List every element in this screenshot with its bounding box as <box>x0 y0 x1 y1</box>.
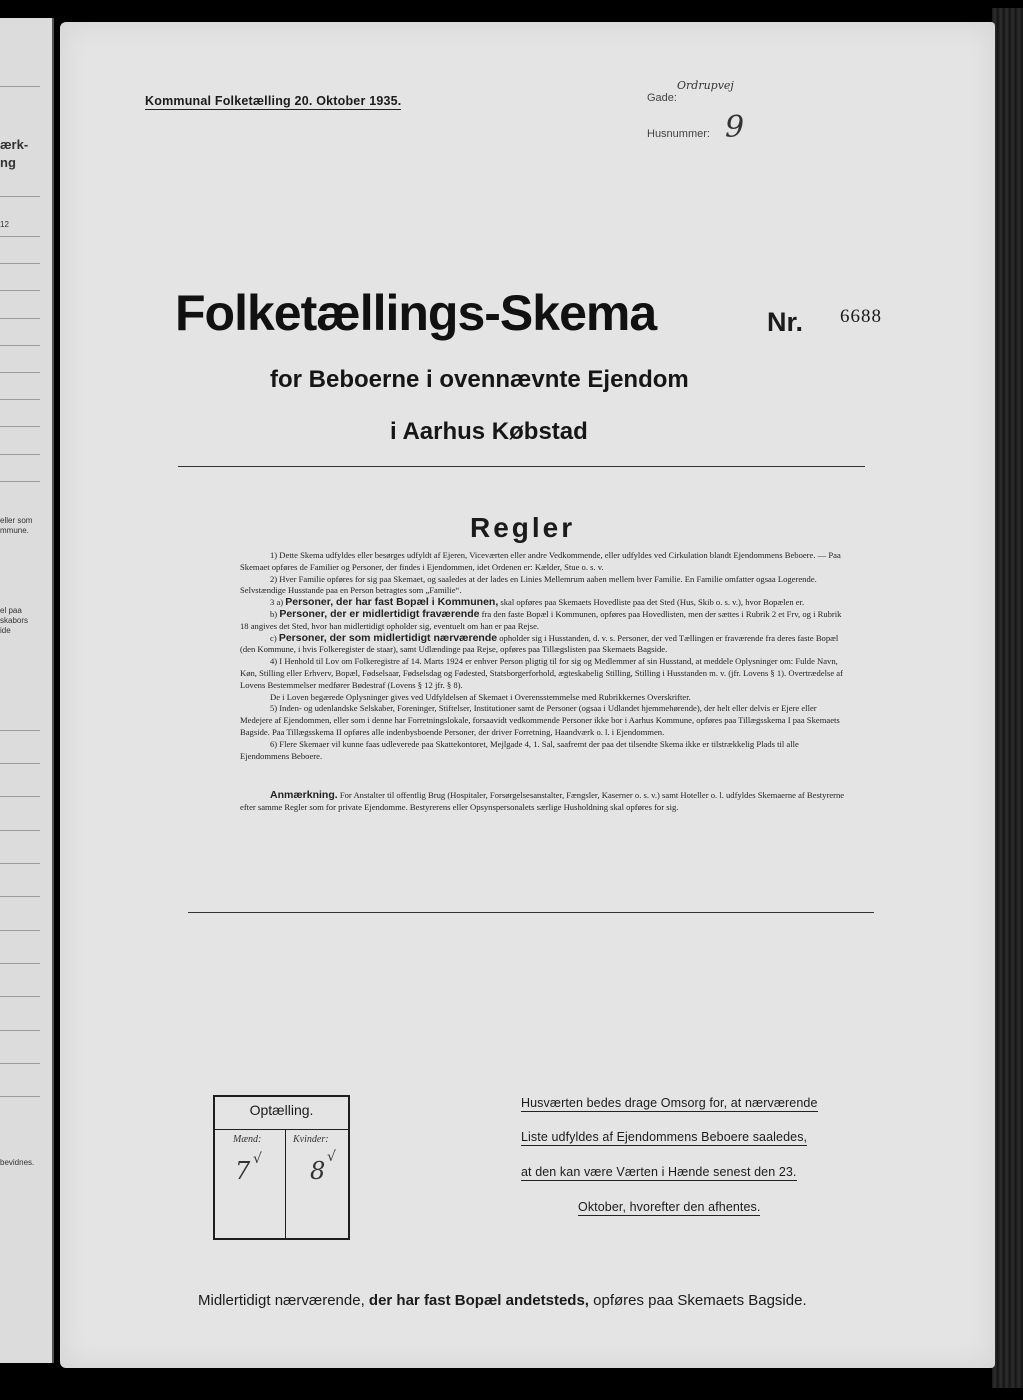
divider <box>188 912 874 913</box>
rules-body <box>240 550 846 814</box>
form-number: 6688 <box>840 306 882 327</box>
census-form-page <box>60 22 995 1368</box>
margin-fragment: ide <box>0 626 11 635</box>
rules-heading: Regler <box>470 512 576 543</box>
women-label: Kvinder: <box>293 1134 329 1145</box>
margin-fragment: ærk- <box>0 137 29 152</box>
divider <box>178 466 865 467</box>
form-title: Folketællings-Skema <box>175 285 657 341</box>
house-number-label: Husnummer: <box>647 128 710 140</box>
adjacent-page-strip <box>0 18 54 1363</box>
women-count: 8 <box>310 1157 326 1185</box>
rule-1: 1) Dette Skema udfyldes eller besørges udfyldt af Ejeren, Viceværten eller andre Vedkommende, eller udfyldes ved Cirkulation blandt Ejendommens Beboere. — Paa Skemaet opføres de Familier og Personer, der findes i Ejendommen, idet Ordenen er: Kælder, Stue o. s. v. <box>240 550 841 572</box>
rule-5: 5) Inden- og udenlandske Selskaber, Foreninger, Stiftelser, Institutioner samt de Personer (ogsaa i Udlandet hjemmehørende), der helt eller delvis er Ejere eller Medejere af Ejendommen, eller som i denne har Forretningslokale, forsaavidt vedkommende Personer ikke bor i Aarhus Kommune, opføres paa Tillægsskema I paa Skemaets Bagside. Paa Tillægsskema II opføres alle indenbysboende Personer, der driver Forretning, Haandværk o. l. i Ejendommen. <box>240 703 840 737</box>
notice-line: Oktober, hvorefter den afhentes. <box>578 1200 761 1214</box>
footer-instruction: Midlertidigt nærværende, der har fast Bopæl andetsteds, opføres paa Skemaets Bagside. <box>198 1292 807 1309</box>
census-header: Kommunal Folketælling 20. Oktober 1935. <box>145 94 402 108</box>
margin-fragment: el paa <box>0 606 22 615</box>
book-spine <box>992 8 1023 1388</box>
check-mark-icon: √ <box>253 1151 262 1167</box>
street-value: Ordrupvej <box>677 79 734 92</box>
margin-fragment: eller som <box>0 516 33 525</box>
check-mark-icon: √ <box>327 1149 336 1165</box>
subtitle-city: i Aarhus Købstad <box>390 418 588 445</box>
notice-line: at den kan være Værten i Hænde senest den 23. <box>521 1165 797 1179</box>
rule-3b: b) Personer, der er midlertidigt fraværende fra den faste Bopæl i Kommunen, opføres paa Hovedlisten, men der sættes i Rubrik 2 et Frv, og i Rubrik 18 angives det Sted, hvor han midlertidigt opholder sig, eventuelt om han er paa Rejse. <box>240 607 842 631</box>
rule-4b: De i Loven begærede Oplysninger gives ved Udfyldelsen af Skemaet i Overensstemmelse med Rubrikkernes Overskrifter. <box>270 691 691 702</box>
rule-4: 4) I Henhold til Lov om Folkeregistre af 14. Marts 1924 er enhver Person pligtig til for sig og Medlemmer af sin Husstand, at meddele Oplysninger om: Fulde Navn, Køn, Stilling eller Erhverv, Bopæl, Fødselsaar, Fødselsdag og Fødested, Statsborgerforhold, ægteskabelig Stilling, Stilling i Husstanden m. v. (jfr. Lovens § 1). Overtrædelse af Lovens Bestemmelser medfører Bødestraf (Lovens § 12 jfr. § 8). <box>240 656 843 690</box>
margin-fragment: mmune. <box>0 526 29 535</box>
rule-6: 6) Flere Skemaer vil kunne faas udleverede paa Skattekontoret, Mejlgade 4, 1. Sal, saafremt der paa det tilsendte Skema ikke er tilstrækkelig Plads til alle Ejendommens Beboere. <box>240 738 799 761</box>
margin-fragment: skabors <box>0 616 29 625</box>
count-box-title: Optælling. <box>249 1102 314 1118</box>
street-label: Gade: <box>647 92 677 104</box>
margin-fragment: 12 <box>0 220 9 229</box>
margin-fragment: bevidnes. <box>0 1158 35 1167</box>
rule-3a: 3 a) Personer, der har fast Bopæl i Kommunen, skal opføres paa Skemaets Hovedliste paa det Sted (Hus, Skib o. s. v.), hvor Bopælen er. <box>270 596 805 609</box>
men-count: 7 <box>235 1157 251 1185</box>
count-box <box>213 1095 350 1240</box>
annotation-note: Anmærkning. For Anstalter til offentlig Brug (Hospitaler, Forsørgelsesanstalter, Fængsler, Kaserner o. s. v.) samt Hoteller o. l. udfyldes Skemaerne af Bestyrerne efter samme Regler som for private Ejendomme. Bestyrerens eller Opsynspersonalets særlige Husholdning skal opføres for sig. <box>240 789 845 813</box>
rule-3c: c) Personer, der som midlertidigt nærværende opholder sig i Husstanden, d. v. s. Personer, der ved Tællingen er fraværende fra deres faste Bopæl (den Kommune, i hvis Folkeregister de staar), samt Udlændinge paa Rejse, opføres paa Tillægslisten paa Skemaets Bagside. <box>240 631 839 655</box>
form-number-label: Nr. <box>767 307 804 337</box>
house-number-value: 9 <box>725 110 745 145</box>
notice-line: Liste udfyldes af Ejendommens Beboere saaledes, <box>521 1130 808 1144</box>
subtitle-residents: for Beboerne i ovennævnte Ejendom <box>270 366 689 393</box>
notice-line: Husværten bedes drage Omsorg for, at nærværende <box>521 1096 818 1110</box>
margin-fragment: ng <box>0 155 16 170</box>
men-label: Mænd: <box>233 1134 262 1145</box>
rule-2: 2) Hver Familie opføres for sig paa Skemaet, og saaledes at der lades en Linies Mellemrum aaben mellem hver Familie. En Familie omfatter ogsaa Logerende. Selvstændige Husstande paa en Person betragtes som „Familie“. <box>240 573 817 596</box>
